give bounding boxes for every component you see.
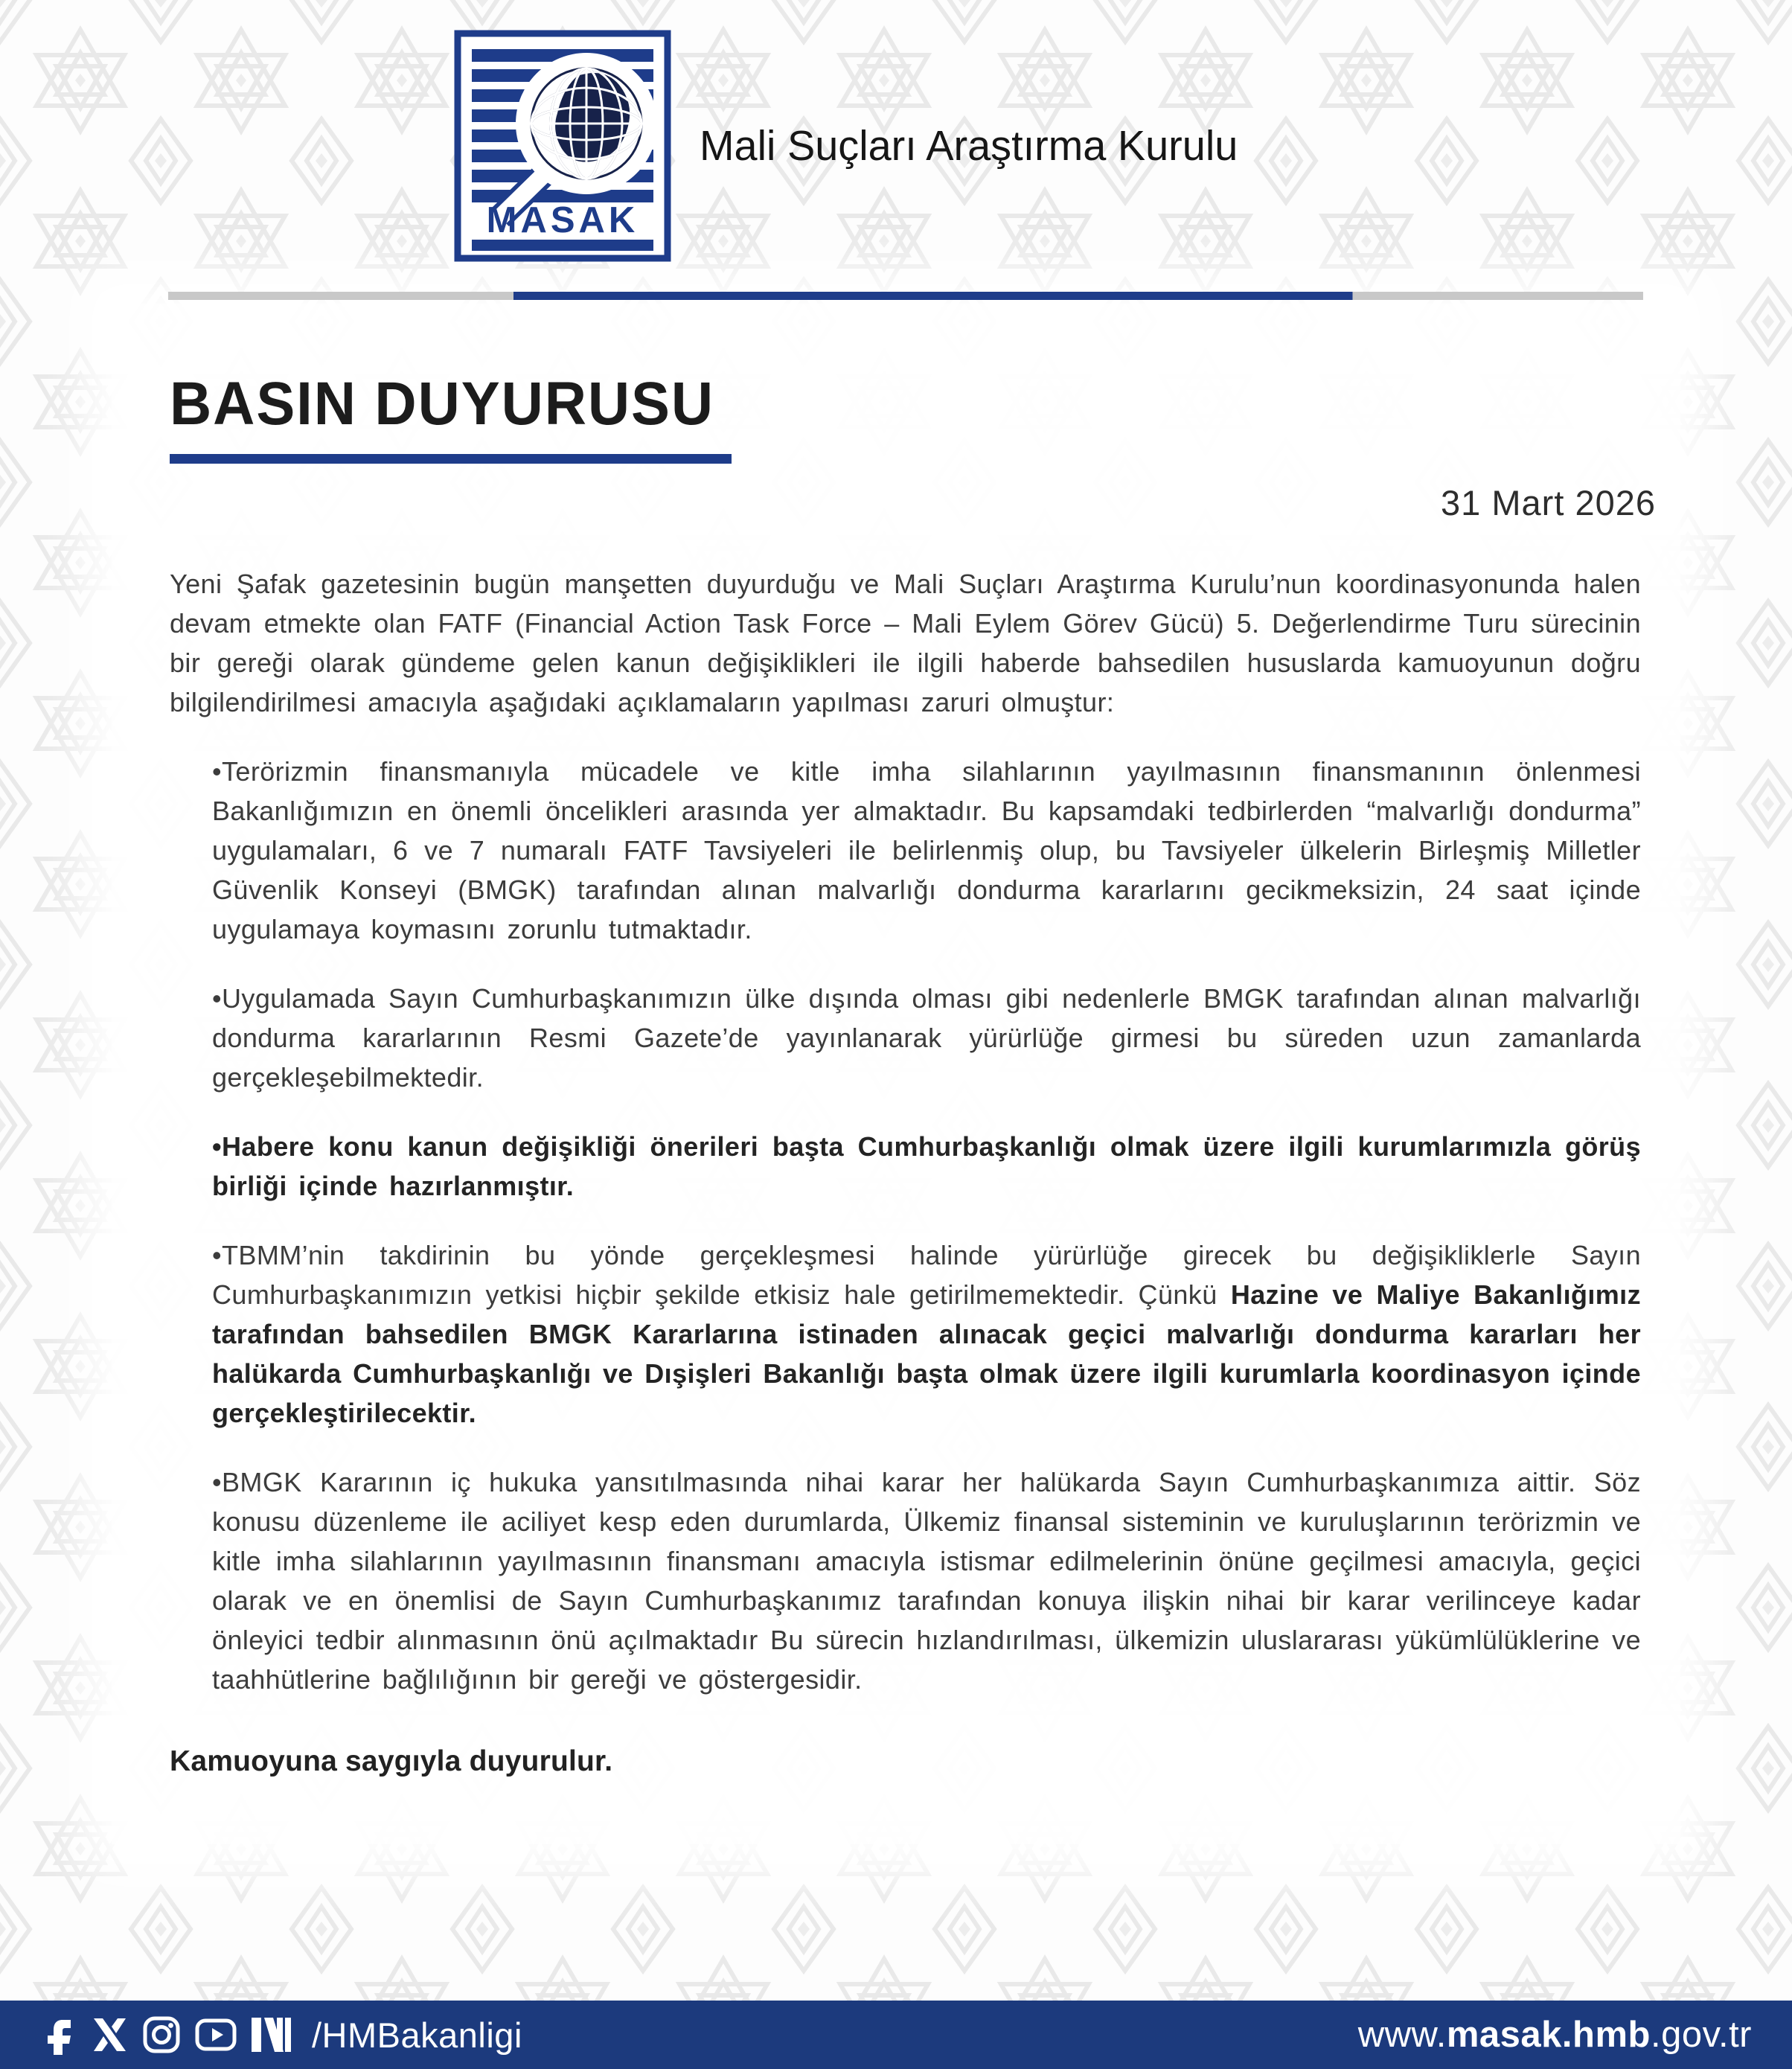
bullet-list [170, 752, 1641, 1699]
bullet-marker: • [212, 756, 223, 787]
website-link[interactable] [1358, 2014, 1752, 2056]
social-handle[interactable]: /HMBakanligi [312, 2015, 522, 2055]
website-prefix: www. [1357, 2015, 1447, 2055]
footer-bar [0, 2001, 1792, 2069]
bullet-item [170, 979, 1641, 1097]
closing-line: Kamuoyuna saygıyla duyurulur. [170, 1745, 613, 1777]
page-title: BASIN DUYURUSU [170, 370, 715, 438]
youtube-icon[interactable] [194, 2015, 237, 2055]
release-body [170, 564, 1641, 1778]
bullet-marker: • [212, 983, 223, 1014]
bullet-text: Terörizmin finansmanıyla mücadele ve kitle imha silahlarının yayılmasının finansmanının önlenmesi Bakanlığımızın en önemli öncelikleri arasında yer almaktadır. Bu kapsamdaki tedbirlerden “malvarlığı dondurma” uygulamaları, 6 ve 7 numaralı FATF Tavsiyeleri ile belirlenmiş olup, bu Tavsiyeler ülkelerin Birleşmiş Milletler Güvenlik Konseyi (BMGK) tarafından alınan malvarlığı dondurma kararlarını gecikmeksizin, 24 saat içinde uygulamaya koymasını zorunlu tutmaktadır. [212, 756, 1641, 944]
header [454, 30, 1249, 262]
intro-paragraph: Yeni Şafak gazetesinin bugün manşetten duyurduğu ve Mali Suçları Araştırma Kurulu’nun koordinasyonunda halen devam etmekte olan FATF (Financial Action Task Force – Mali Eylem Görev Gücü) 5. Değerlendirme Turu sürecinin bir gereği olarak gündeme gelen kanun değişiklikleri ile ilgili haberde bahsedilen hususlarda kamuoyunun doğru bilgilendirilmesi amacıyla aşağıdaki açıklamaların yapılması zaruri olmuştur: [170, 569, 1641, 717]
bullet-marker: • [212, 1131, 223, 1162]
bullet-marker: • [212, 1467, 223, 1497]
bullet-item [170, 1127, 1641, 1206]
nsosyal-icon[interactable] [250, 2015, 293, 2055]
bullet-marker: • [212, 1240, 223, 1270]
bullet-text: Hazine ve Maliye Bakanlığımız tarafından bahsedilen BMGK Kararlarına istinaden alınacak geçici malvarlığı dondurma kararları her halükarda Cumhurbaşkanlığı ve Dışişleri Bakanlığı başta olmak üzere ilgili kurumlarla koordinasyon içinde gerçekleştirilecektir. [212, 1279, 1641, 1428]
bullet-item [170, 1235, 1641, 1433]
title-underline [170, 454, 732, 464]
logo-text: MASAK [486, 200, 639, 240]
website-domain: masak.hmb [1446, 2015, 1651, 2055]
social-links [40, 2015, 522, 2056]
bullet-text: Uygulamada Sayın Cumhurbaşkanımızın ülke dışında olması gibi nedenlerle BMGK tarafından alınan malvarlığı dondurma kararlarının Resmi Gazete’de yayınlanarak yürürlüğe girmesi bu süreden uzun zamanlarda gerçekleşebilmektedir. [212, 983, 1641, 1093]
x-icon[interactable] [90, 2015, 129, 2055]
bullet-item [170, 1462, 1641, 1699]
org-name: Mali Suçları Araştırma Kurulu [700, 122, 1238, 170]
release-date: 31 Mart 2026 [1441, 483, 1656, 522]
masak-logo [454, 30, 671, 262]
header-divider [168, 292, 1643, 300]
bullet-text: TBMM’nin takdirinin bu yönde gerçekleşmesi halinde yürürlüğe girecek bu değişikliklerle Sayın Cumhurbaşkanımızın yetkisi hiçbir şekilde etkisiz hale getirilmemektedir. Çünkü [212, 1240, 1641, 1310]
facebook-icon[interactable] [40, 2015, 77, 2055]
instagram-icon[interactable] [141, 2015, 182, 2055]
bullet-text: BMGK Kararının iç hukuka yansıtılmasında nihai karar her halükarda Sayın Cumhurbaşkanımıza aittir. Söz konusu düzenleme ile aciliyet kesp eden durumlarda, Ülkemiz finansal sisteminin ve kuruluşlarının terörizmin ve kitle imha silahlarının yayılmasının finansmanı amacıyla istismar edilmelerinin önüne geçilmesi amacıyla, geçici olarak ve en önemlisi de Sayın Cumhurbaşkanımız tarafından konuya ilişkin nihai bir karar verilinceye kadar önleyici tedbir alınmasının önü açılmaktadır Bu sürecin hızlandırılması, ülkemizin uluslararası yükümlülüklerine ve taahhütlerine bağlılığının bir gereği ve göstergesidir. [212, 1467, 1641, 1695]
website-suffix: .gov.tr [1650, 2015, 1752, 2055]
bullet-item [170, 752, 1641, 949]
bullet-text: Habere konu kanun değişikliği önerileri başta Cumhurbaşkanlığı olmak üzere ilgili kurumlarımızla görüş birliği içinde hazırlanmıştır. [212, 1131, 1641, 1201]
